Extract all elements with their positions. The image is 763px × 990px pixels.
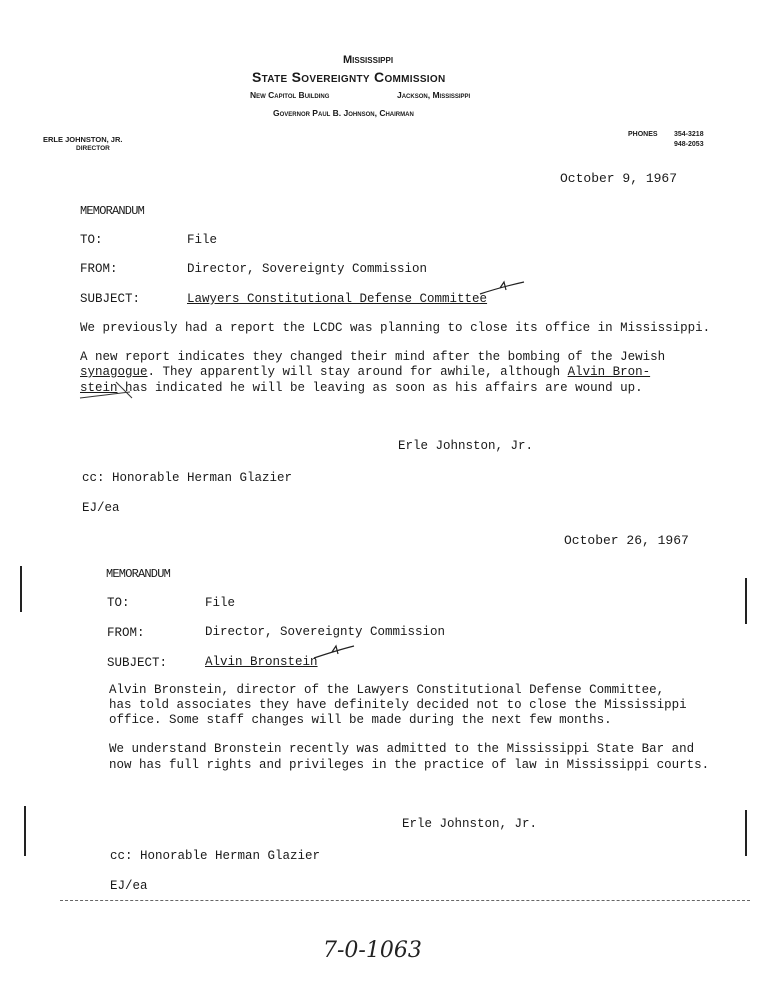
memo1-from-label: FROM: [80, 262, 118, 276]
memo1-to-label: TO: [80, 233, 103, 247]
memo2-para1-line1: Alvin Bronstein, director of the Lawyers Constitutional Defense Committee, [109, 683, 665, 697]
memo2-subject-value: Alvin Bronstein [205, 655, 318, 669]
letterhead-commission: State Sovereignty Commission [252, 69, 446, 85]
page-separator-line [60, 900, 750, 901]
synagogue-word: synagogue [80, 365, 148, 379]
memo2-to-value: File [205, 596, 236, 610]
memo1-initials: EJ/ea [82, 501, 120, 515]
memo2-para2-line2: now has full rights and privileges in the practice of law in Mississippi courts. [109, 758, 710, 772]
memo1-para2-line3 [80, 381, 643, 395]
memo1-para1: We previously had a report the LCDC was planning to close its office in Mississippi. [80, 321, 711, 335]
memo1-para2-line3-rest: has indicated he will be leaving as soon as his affairs are wound up. [117, 381, 643, 395]
memo1-from-value: Director, Sovereignty Commission [187, 262, 428, 276]
check-mark-icon [312, 642, 358, 664]
director-name: ERLE JOHNSTON, JR. [43, 135, 123, 144]
memo2-date: October 26, 1967 [564, 533, 689, 548]
memo1-date: October 9, 1967 [560, 171, 678, 186]
clip-mark-left [20, 566, 22, 612]
clip-mark-right [745, 810, 747, 856]
memo1-para2-line2 [80, 365, 650, 379]
memo2-to-label: TO: [107, 596, 130, 610]
memo1-to-value: File [187, 233, 218, 247]
letterhead-city: Jackson, Mississippi [397, 90, 471, 100]
memo1-para2-line2-mid: . They apparently will stay around for awhile, although [147, 365, 568, 379]
memo2-cc: cc: Honorable Herman Glazier [110, 849, 321, 863]
memo2-from-label: FROM: [107, 626, 145, 640]
stein-word: stein [80, 381, 118, 395]
memo1-signature: Erle Johnston, Jr. [398, 439, 534, 453]
phone-1: 354-3218 [674, 131, 704, 138]
memo2-from-value: Director, Sovereignty Commission [205, 625, 446, 639]
memo2-initials: EJ/ea [110, 879, 148, 893]
file-number: 7-0-1063 [323, 938, 422, 963]
clip-mark-right [745, 578, 747, 624]
memo1-cc: cc: Honorable Herman Glazier [82, 471, 293, 485]
letterhead-state: Mississippi [343, 54, 394, 66]
phone-2: 948-2053 [674, 141, 704, 148]
pen-mark-icon [76, 378, 146, 402]
memo2-signature: Erle Johnston, Jr. [402, 817, 538, 831]
memo2-subject-label: SUBJECT: [107, 656, 168, 670]
phones-label: PHONES [628, 131, 658, 138]
clip-mark-left [24, 806, 26, 856]
memo1-para2-line1: A new report indicates they changed their mind after the bombing of the Jewish [80, 350, 666, 364]
bronstein-word: Alvin Bron- [567, 365, 651, 379]
letterhead-building: New Capitol Building [250, 90, 330, 100]
memo2-heading: MEMORANDUM [106, 567, 171, 581]
check-mark-icon [478, 278, 528, 300]
memo1-subject-label: SUBJECT: [80, 292, 141, 306]
memo1-subject-value: Lawyers Constitutional Defense Committee [187, 292, 488, 306]
memo1-heading: MEMORANDUM [80, 204, 145, 218]
director-title: DIRECTOR [76, 145, 110, 152]
memo2-para2-line1: We understand Bronstein recently was admitted to the Mississippi State Bar and [109, 742, 695, 756]
memo2-para1-line3: office. Some staff changes will be made during the next few months. [109, 713, 612, 727]
letterhead-governor: Governor Paul B. Johnson, Chairman [273, 108, 414, 118]
memo2-para1-line2: has told associates they have definitely decided not to close the Mississippi [109, 698, 687, 712]
